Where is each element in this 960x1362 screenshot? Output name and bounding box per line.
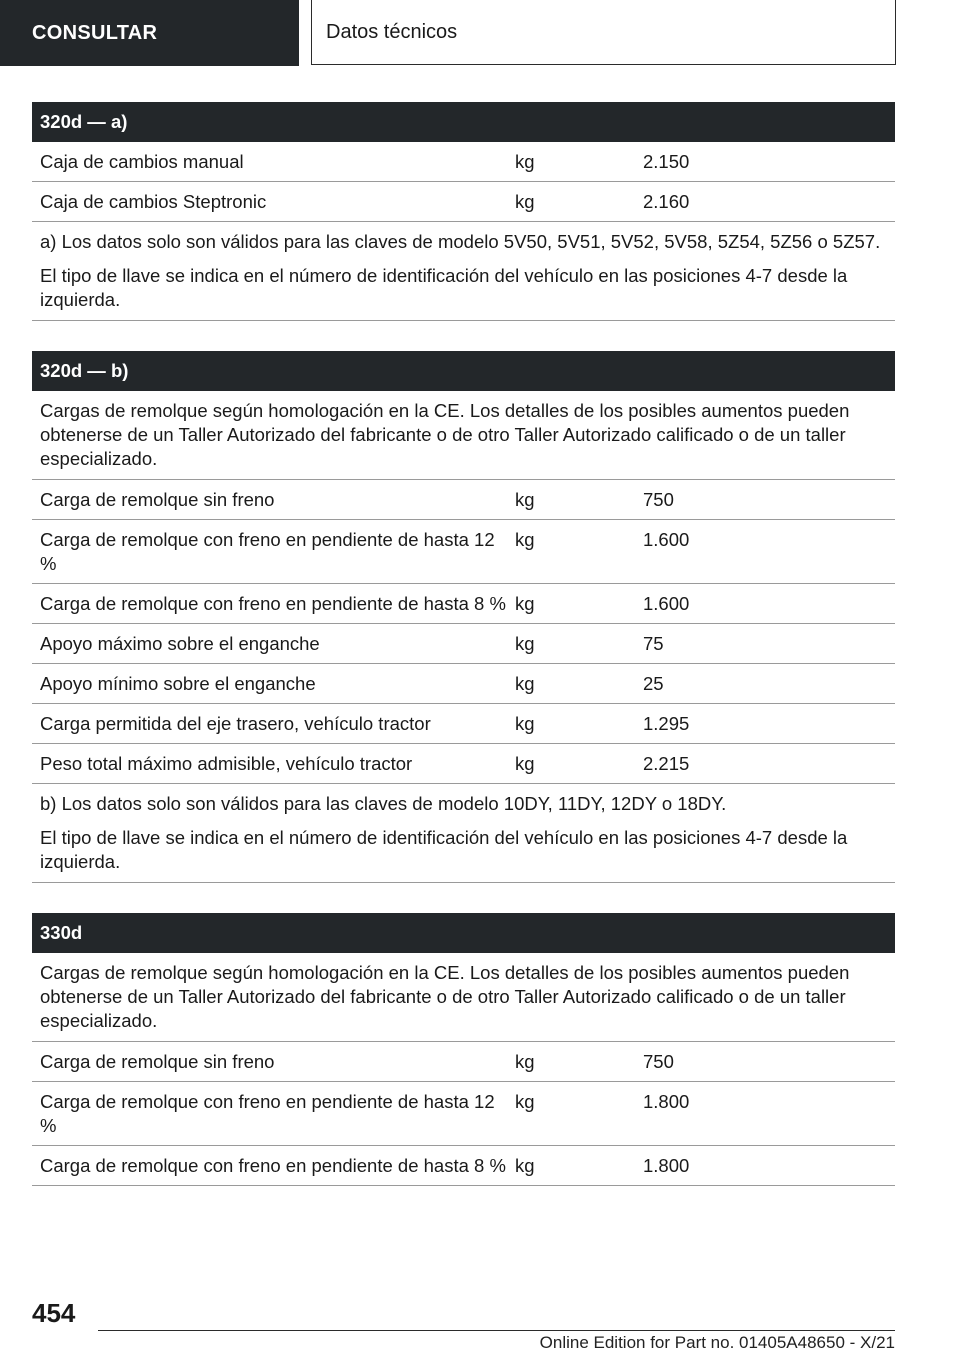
table-row: [32, 142, 895, 182]
row-value: 750: [643, 1051, 674, 1072]
row-label: Carga permitida del eje trasero, vehículo tractor: [40, 713, 431, 734]
table-row: [32, 744, 895, 784]
row-unit: kg: [515, 191, 535, 212]
table-row: [32, 1042, 895, 1082]
row-unit: kg: [515, 633, 535, 654]
row-value: 2.150: [643, 151, 690, 172]
table-row: [32, 480, 895, 520]
table-row: [32, 624, 895, 664]
row-unit: kg: [515, 753, 535, 774]
row-value: 25: [643, 673, 664, 694]
row-value: 2.160: [643, 191, 690, 212]
table-intro: Cargas de remolque según homologación en la CE. Los detalles de los posibles aumentos pueden obtenerse de un Taller Autorizado del fabricante o de otro Taller Autorizado calificado o de un taller especializado.: [32, 953, 895, 1042]
table-row: [32, 704, 895, 744]
row-unit: kg: [515, 713, 535, 734]
table-footnote: [32, 784, 895, 883]
section-tab[interactable]: CONSULTAR: [0, 0, 299, 66]
row-label: Carga de remolque con freno en pendiente de hasta 8 %: [40, 593, 506, 614]
row-unit: kg: [515, 1091, 535, 1112]
footer-divider: [98, 1330, 895, 1331]
table-heading: 320d — b): [32, 351, 895, 391]
table-row: [32, 664, 895, 704]
footnote-text: El tipo de llave se indica en el número de identificación del vehículo en las posiciones 4-7 desde la izquierda.: [40, 265, 848, 310]
row-unit: kg: [515, 673, 535, 694]
table-footnote: [32, 222, 895, 321]
spec-table-320d-b: [32, 351, 895, 883]
row-label: Peso total máximo admisible, vehículo tractor: [40, 753, 413, 774]
table-row: [32, 584, 895, 624]
row-label: Carga de remolque con freno en pendiente de hasta 12 %: [40, 529, 495, 574]
content: [32, 102, 895, 1216]
row-label: Carga de remolque sin freno: [40, 1051, 275, 1072]
row-value: 750: [643, 489, 674, 510]
spec-table-320d-a: [32, 102, 895, 321]
row-unit: kg: [515, 1155, 535, 1176]
table-row: [32, 520, 895, 584]
table-intro: Cargas de remolque según homologación en la CE. Los detalles de los posibles aumentos pueden obtenerse de un Taller Autorizado del fabricante o de otro Taller Autorizado calificado o de un taller especializado.: [32, 391, 895, 480]
row-label: Carga de remolque con freno en pendiente de hasta 8 %: [40, 1155, 506, 1176]
row-unit: kg: [515, 489, 535, 510]
row-label: Apoyo máximo sobre el enganche: [40, 633, 320, 654]
row-unit: kg: [515, 151, 535, 172]
row-label: Carga de remolque sin freno: [40, 489, 275, 510]
table-heading: 330d: [32, 913, 895, 953]
row-value: 1.295: [643, 713, 690, 734]
page-number: 454: [32, 1298, 76, 1328]
row-value: 1.800: [643, 1155, 690, 1176]
edition-note: Online Edition for Part no. 01405A48650 - X/21: [539, 1333, 895, 1352]
row-unit: kg: [515, 1051, 535, 1072]
row-label: Carga de remolque con freno en pendiente de hasta 12 %: [40, 1091, 495, 1136]
table-heading: 320d — a): [32, 102, 895, 142]
page-header: [0, 0, 960, 66]
row-value: 2.215: [643, 753, 690, 774]
footnote-text: a) Los datos solo son válidos para las claves de modelo 5V50, 5V51, 5V52, 5V58, 5Z54, 5Z56 o 5Z57.: [40, 231, 881, 252]
row-value: 75: [643, 633, 664, 654]
table-row: [32, 1082, 895, 1146]
chapter-title: Datos técnicos: [311, 0, 896, 65]
row-label: Apoyo mínimo sobre el enganche: [40, 673, 316, 694]
row-value: 1.600: [643, 593, 690, 614]
row-unit: kg: [515, 529, 535, 550]
spec-table-330d: [32, 913, 895, 1186]
table-row: [32, 182, 895, 222]
footnote-text: b) Los datos solo son válidos para las claves de modelo 10DY, 11DY, 12DY o 18DY.: [40, 793, 727, 814]
row-unit: kg: [515, 593, 535, 614]
row-value: 1.800: [643, 1091, 690, 1112]
row-label: Caja de cambios Steptronic: [40, 191, 267, 212]
table-row: [32, 1146, 895, 1186]
footnote-text: El tipo de llave se indica en el número de identificación del vehículo en las posiciones 4-7 desde la izquierda.: [40, 827, 848, 872]
row-value: 1.600: [643, 529, 690, 550]
row-label: Caja de cambios manual: [40, 151, 244, 172]
